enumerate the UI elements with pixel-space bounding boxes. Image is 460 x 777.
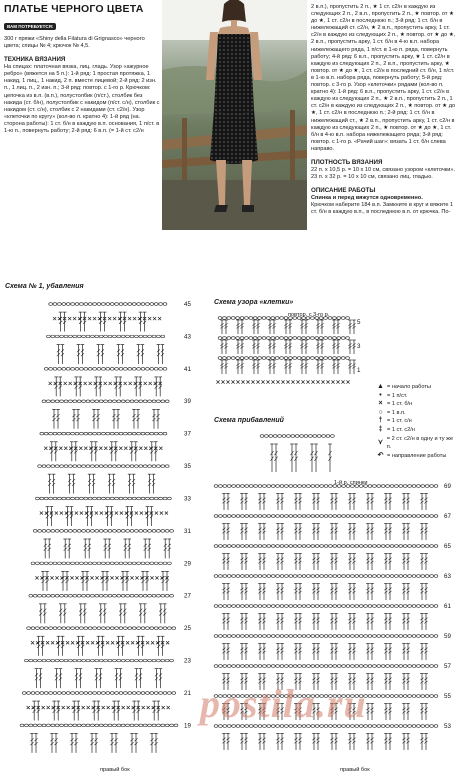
row-number: 3: [357, 343, 361, 350]
schema1-title: Схема № 1, убавления: [5, 283, 84, 290]
chain-row: [25, 659, 174, 662]
article-title: ПЛАТЬЕ ЧЕРНОГО ЦВЕТА: [4, 3, 144, 15]
two-treble-same-stitch-icon: ⋎: [377, 438, 383, 446]
chain-row: [22, 692, 175, 695]
sc-row: [216, 380, 349, 383]
materials-text: 300 г пряжи «Shiny della Filatura di Grignasco» черного цвета; спицы № 4; крючок № 4,5.: [4, 36, 145, 50]
chain-row: [218, 337, 349, 340]
direction-arrow-icon: ↶: [377, 451, 384, 459]
treble-row: [270, 444, 332, 472]
chain-row: [214, 665, 438, 668]
density-text: 22 п. х 10,5 р. = 10 х 10 см, связано узором «клеточки». 23 п. х 32 р. = 10 х 10 см, связано лиц. гладью.: [311, 166, 456, 181]
row-number: 41: [184, 365, 191, 373]
chain-row: [20, 724, 178, 727]
header-right-column: [311, 4, 457, 216]
need-label: ВАМ ПОТРЕБУЕТСЯ:: [4, 23, 56, 30]
row-number: 25: [184, 625, 191, 633]
row-number: 65: [444, 543, 451, 550]
row-number: 23: [184, 657, 191, 665]
treble-row: [32, 701, 160, 720]
treble-row: [222, 644, 428, 661]
chain-row: [218, 317, 349, 320]
chain-row: [33, 530, 173, 533]
treble-row: [39, 604, 167, 623]
header-left-column: [4, 3, 160, 135]
treble-row: [59, 312, 147, 331]
chain-row: [44, 368, 167, 371]
treble-row: [46, 507, 154, 526]
pribavleniy-title: Схема прибавлений: [214, 417, 284, 424]
treble-row: [220, 320, 356, 334]
description-text: Крючком наберите 184 в.п. Замкните в круг и вяжите 1 ст. б/н в каждую в.п., в последнюю в.п. от крючка. По-: [311, 202, 454, 216]
row-number: 1: [357, 367, 361, 374]
chain-stitch-icon: ○: [378, 408, 383, 416]
row-number: 27: [184, 592, 191, 600]
sc-row: [44, 447, 162, 450]
double-crochet-icon: †: [378, 417, 383, 425]
dress-photo: [162, 0, 307, 230]
row-number: 59: [444, 633, 451, 640]
start-icon: ▲: [377, 383, 384, 390]
chain-row: [214, 635, 438, 638]
density-title: ПЛОТНОСТЬ ВЯЗАНИЯ: [311, 158, 383, 166]
kletki-title: Схема узора «клетки»: [214, 299, 294, 306]
schema1-chart: [2, 292, 210, 767]
treble-row: [41, 571, 169, 590]
legend-item: × = 1 ст. б/н: [374, 400, 458, 409]
treble-row: [43, 539, 171, 558]
chain-row: [42, 400, 169, 403]
treble-row: [35, 669, 163, 688]
symbol-legend: [374, 383, 458, 460]
row-number: 19: [184, 722, 191, 730]
treble-row: [37, 636, 165, 655]
chain-row: [214, 575, 438, 578]
sc-row: [53, 317, 161, 320]
treble-row: [220, 360, 356, 374]
treble-crochet-icon: ‡: [378, 425, 383, 433]
chain-row: [27, 627, 176, 630]
row-number: 67: [444, 513, 451, 520]
legend-item: ○ = 1 в.п.: [374, 409, 458, 418]
sc-row: [31, 641, 169, 644]
chain-row: [214, 605, 438, 608]
row-number: 29: [184, 560, 191, 568]
row-number: 63: [444, 573, 451, 580]
chain-row: [218, 357, 349, 360]
chain-row: [214, 515, 438, 518]
row-number: 61: [444, 603, 451, 610]
kletki-chart: [212, 308, 372, 395]
chain-row: [214, 485, 438, 488]
chain-row: [36, 497, 172, 500]
legend-item: ‡ = 1 ст. с2/н: [374, 426, 458, 435]
treble-row: [30, 733, 158, 752]
row-number: 53: [444, 723, 451, 730]
row-number: 35: [184, 463, 191, 471]
row-number: 69: [444, 483, 451, 490]
legend-item: ⋎ = 2 ст. с2/н в одну и ту же п.: [374, 435, 458, 452]
description-title: ОПИСАНИЕ РАБОТЫ: [311, 187, 376, 195]
chain-row: [47, 335, 165, 338]
treble-row: [222, 734, 428, 751]
right-side-label: правый бок: [100, 767, 130, 773]
schema1-svg: [2, 292, 210, 762]
row-number: 39: [184, 398, 191, 406]
chain-row: [49, 303, 167, 306]
legend-item: † = 1 ст. с/н: [374, 417, 458, 426]
row-number: 5: [357, 319, 361, 326]
row-number: 37: [184, 430, 191, 438]
row-number: 31: [184, 527, 191, 535]
description-subtitle: Спинка и перед вяжутся одновременно.: [311, 195, 423, 202]
row-number: 45: [184, 301, 191, 308]
treble-row: [222, 494, 428, 511]
row-number: 55: [444, 693, 451, 700]
treble-row: [222, 524, 428, 541]
legend-item: ↶ = направление работы: [374, 452, 458, 461]
treble-row: [222, 554, 428, 571]
sc-row: [49, 382, 162, 385]
row-number: 33: [184, 495, 191, 503]
row-number: 57: [444, 663, 451, 670]
chain-row: [38, 465, 169, 468]
slip-stitch-icon: •: [379, 391, 382, 399]
technique-text: На спицах: платочная вязка, лиц. гладь. Узор «ажурное ребро» (вяжется на 5 п.): 1-й ряд: 1 простая протяжка, 1 накид, 1 лиц., 1 накид, 2 п. вместе лицевой; 2-й ряд: 2 изн. п., 1 лиц. п., 2 изн. п.; 3-й ряд: повтор. с 1-го р. Крючком: цепочка из в.п. (в.п.), полустолбик (п/ст.), столбик без накида (ст. б/н), полустолбик с накидом (п/ст. с/н), столбик с накидом (ст. с/н), столбик с 2 накидами (ст. с2/н). Узор «клеточки по кругу» (кол-во п. кратно 4): 1-й ряд (на. сторона работы): 1 ст. б/н в каждую в.п. основания, 1 п/ст. в 1-ю п., повернуть работу; 2-й ряд: 6 в.п. (= 1-й ст. с2/н: [4, 64, 160, 135]
kletki-svg: [212, 308, 372, 390]
dress-photo-image: [162, 0, 307, 230]
right-side-label-2: правый бок: [340, 767, 370, 773]
legend-item: ▲ = начало работы: [374, 383, 458, 392]
technique-title: ТЕХНИКА ВЯЗАНИЯ: [4, 56, 66, 64]
legend-item: • = 1 п/ст.: [374, 392, 458, 401]
treble-row: [220, 340, 356, 354]
treble-row: [52, 409, 160, 428]
treble-row: [48, 474, 156, 493]
site-watermark: postila.ru: [200, 681, 367, 726]
row1-back-label: 1-й р. спинки: [334, 480, 368, 486]
chain-row: [29, 594, 174, 597]
repeat-note: повтор. с 3-го р.: [288, 312, 330, 318]
row-number: 43: [184, 333, 191, 341]
continuation-text: 2 в.п.), пропустить 2 п., ★ 1 ст. с2/н в каждую из следующих 2 п., 2 в.п., пропустить 2 п., ★ повтор. от ★ до ★, 1 ст. с2/н в последнюю п.; 3-й ряд: 1 ст. б/н в нижележащий ст. с2/н, ★ 2 в.п., пропустить арку, 1 ст. с2/н в каждую из следующих 2 п., ★ повтор. от ★ до ★, 2 в.п., пропустить арку, 1 ст. б/н в 4-ю в.п. набора нижележащего ряда, 1 п/ст. в 1-ю п. ряда, повернуть работу; 4-й ряд: 6 в.п., пропустить арку, ★ 1 ст. с2/н в каждую из следующих 2 п., 2 в.п., пропустить арку, ★ повтор. от ★ до ★, 1 ст. с2/н в последний ст. б/н, 1 п/ст. в 1-ю в.п. набора ряда, повернуть работу; 5-й ряд: повтор. с 3-го р. Узор «клеточки» рядами (кол-во п. кратно 4): 1-й ряд: 6 в.п., пропустить арку, 1 ст. с2/н в каждую из следующих 2 п., ★ 2 в.п., пропустить 2 п., 1 ст. с2/н в каждую из следующих 2 п., ★ повтор. от ★ до ★, 1 ст. с2/н в последнюю п.; 2-й ряд: 1 ст. б/н в нижележащий ст., ★ 2 в.п., пропустить арку, 1 ст. с2/н в каждую из следующих 2 п., ★ повтор. от ★ до ★, 1 ст. б/н в 4-ю в.п. набора нижележащего ряда; 3-й ряд: повтор. с 1-го р. «Рачий шаг»: вязать 1 ст. б/н слева направо.: [311, 4, 456, 152]
single-crochet-icon: ×: [378, 400, 383, 408]
chain-row: [260, 435, 334, 438]
treble-row: [50, 442, 158, 461]
treble-row: [222, 584, 428, 601]
chain-row: [31, 562, 171, 565]
treble-row: [57, 345, 165, 364]
treble-row: [222, 614, 428, 631]
chain-row: [214, 545, 438, 548]
treble-row: [54, 377, 162, 396]
row-number: 21: [184, 689, 191, 697]
chain-row: [40, 432, 167, 435]
